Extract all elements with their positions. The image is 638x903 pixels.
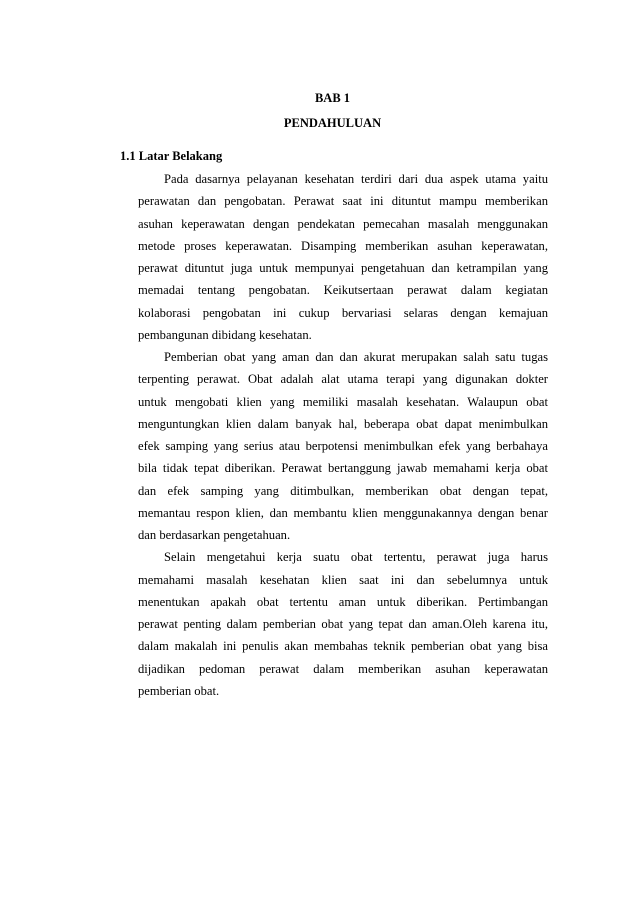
paragraph-line: menentukan apakah obat tertentu aman untuk diberikan. Pertimbangan xyxy=(138,594,548,609)
paragraph-line: efek samping yang serius atau berpotensi menimbulkan efek yang berbahaya xyxy=(138,439,548,453)
paragraph-line: pembangunan dibidang kesehatan. xyxy=(138,327,312,342)
paragraph-line: asuhan keperawatan dengan pendekatan pemecahan masalah menggunakan xyxy=(138,216,548,231)
paragraph-2 xyxy=(138,346,548,546)
paragraph-line: Selain mengetahui kerja suatu obat tertentu, perawat juga harus xyxy=(164,550,548,565)
paragraph-line: Pada dasarnya pelayanan kesehatan terdiri dari dua aspek utama yaitu xyxy=(164,172,548,186)
paragraph-line: metode proses keperawatan. Disamping memberikan asuhan keperawatan, xyxy=(138,238,548,253)
paragraph-line: Pemberian obat yang aman dan dan akurat merupakan salah satu tugas xyxy=(164,350,548,364)
chapter-title: PENDAHULUAN xyxy=(283,116,382,130)
paragraph-line: dijadikan pedoman perawat dalam memberikan asuhan keperawatan xyxy=(138,661,548,676)
paragraph-line: perawat dituntut juga untuk mempunyai pengetahuan dan ketrampilan yang xyxy=(138,261,548,275)
paragraph-line: perawatan dan pengobatan. Perawat saat ini dituntut mampu memberikan xyxy=(138,194,548,209)
paragraph-3 xyxy=(138,546,548,702)
paragraph-line: menguntungkan klien dalam banyak hal, beberapa obat dapat menimbulkan xyxy=(138,416,548,431)
paragraph-line: pemberian obat. xyxy=(138,683,220,698)
paragraph-1 xyxy=(138,168,548,346)
paragraph-line: terpenting perawat. Obat adalah alat utama terapi yang digunakan dokter xyxy=(138,372,548,387)
paragraph-line: kolaborasi pengobatan ini cukup bervariasi selaras dengan kemajuan xyxy=(138,305,548,320)
paragraph-line: untuk mengobati klien yang memiliki masalah kesehatan. Walaupun obat xyxy=(138,394,548,409)
paragraph-line: dan efek samping yang ditimbulkan, memberikan obat dengan tepat, xyxy=(138,483,548,498)
paragraph-line: bila tidak tepat diberikan. Perawat bertanggung jawab memahami kerja obat xyxy=(138,461,548,476)
paragraph-line: dan berdasarkan pengetahuan. xyxy=(138,528,291,542)
body-text xyxy=(138,168,548,702)
paragraph-line: memahami masalah kesehatan klien saat ini dan sebelumnya untuk xyxy=(138,572,548,587)
section-heading: 1.1 Latar Belakang xyxy=(120,149,223,163)
paragraph-line: memadai tentang pengobatan. Keikutsertaan perawat dalam kegiatan xyxy=(138,283,548,298)
chapter-number: BAB 1 xyxy=(314,91,351,105)
paragraph-line: dalam makalah ini penulis akan membahas teknik pemberian obat yang bisa xyxy=(138,639,548,654)
paragraph-line: memantau respon klien, dan membantu klien menggunakannya dengan benar xyxy=(138,505,548,520)
paragraph-line: perawat penting dalam pemberian obat yang tepat dan aman.Oleh karena itu, xyxy=(138,617,548,631)
